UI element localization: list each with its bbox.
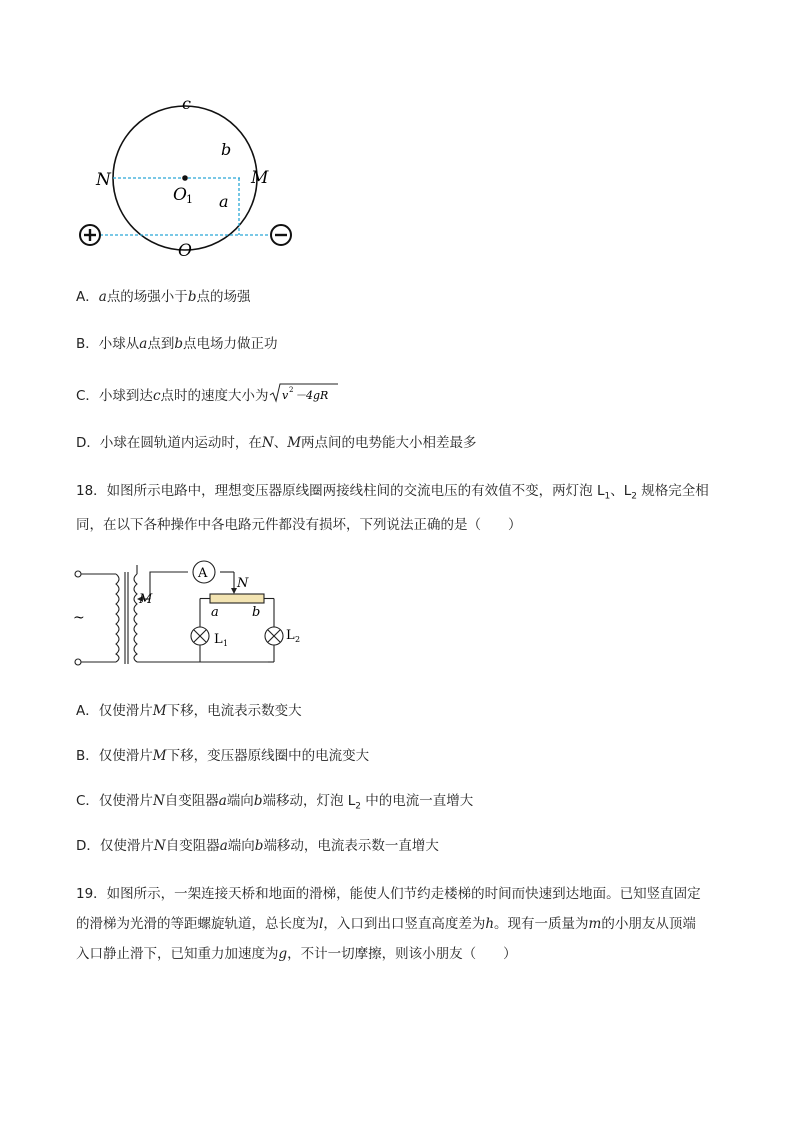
q17-option-c[interactable] bbox=[76, 382, 339, 410]
option-text: 、 bbox=[273, 435, 288, 451]
label-O: O bbox=[178, 241, 192, 261]
stem-text: 、L bbox=[610, 483, 632, 499]
stem-text: 的滑梯为光滑的等距螺旋轨道，总长度为 bbox=[76, 916, 319, 932]
q18-option-a[interactable] bbox=[76, 701, 302, 721]
var-b: b bbox=[187, 289, 197, 305]
option-text: 点时的速度大小为 bbox=[160, 388, 269, 404]
var-N: N bbox=[153, 838, 166, 854]
option-prefix: B． bbox=[76, 336, 99, 352]
var-b: b bbox=[254, 838, 264, 854]
option-text: 仅使滑片 bbox=[98, 703, 153, 719]
option-text: 点到 bbox=[147, 336, 175, 352]
terminal-top bbox=[75, 571, 81, 577]
option-text: 点的场强小于 bbox=[106, 289, 188, 305]
stem-text: 规格完全相 bbox=[637, 483, 709, 499]
label-L1: L bbox=[214, 632, 223, 647]
option-text: 仅使滑片 bbox=[98, 793, 153, 809]
center-dot bbox=[182, 175, 188, 181]
option-prefix: D． bbox=[76, 435, 100, 451]
terminal-bottom bbox=[75, 659, 81, 665]
label-N: N bbox=[96, 170, 111, 190]
option-text: 两点间的电势能大小相差最多 bbox=[301, 435, 477, 451]
sqrt-formula bbox=[269, 382, 339, 410]
label-M: M bbox=[251, 168, 269, 188]
label-L1-sub: 1 bbox=[223, 639, 229, 648]
option-text: 自变阻器 bbox=[165, 838, 220, 854]
label-O1: O bbox=[173, 185, 187, 205]
label-N: N bbox=[237, 576, 249, 591]
label-c: c bbox=[182, 95, 191, 113]
ammeter-label: A bbox=[198, 566, 208, 581]
label-a: a bbox=[211, 605, 219, 620]
option-prefix: C． bbox=[76, 388, 99, 404]
option-text: 小球到达 bbox=[98, 388, 153, 404]
q19-stem-line3 bbox=[76, 944, 517, 964]
label-L2-sub: 2 bbox=[295, 635, 301, 644]
option-text: 中的电流一直增大 bbox=[361, 793, 474, 809]
stem-text: 的小朋友从顶端 bbox=[601, 916, 696, 932]
option-prefix: A． bbox=[76, 703, 99, 719]
q19-stem-line1 bbox=[76, 884, 701, 904]
label-b: b bbox=[221, 140, 232, 159]
var-b: b bbox=[174, 336, 183, 352]
label-a: a bbox=[219, 192, 229, 211]
var-N: N bbox=[261, 435, 274, 451]
option-text: 自变阻器 bbox=[164, 793, 219, 809]
var-g: g bbox=[278, 946, 288, 962]
option-prefix: C． bbox=[76, 793, 99, 809]
primary-coil bbox=[116, 574, 119, 662]
label-M: M bbox=[139, 592, 153, 607]
var-a: a bbox=[219, 838, 228, 854]
option-text: 小球从 bbox=[98, 336, 140, 352]
q18-stem-line1 bbox=[76, 481, 709, 507]
figure-circle-track bbox=[70, 95, 310, 265]
var-N: N bbox=[152, 793, 165, 809]
positive-electrode bbox=[80, 225, 100, 245]
formula-v: v bbox=[281, 389, 288, 402]
formula-exponent: 2 bbox=[288, 386, 293, 394]
stem-text: 同，在以下各种操作中各电路元件都没有损坏，下列说法正确的是（ ） bbox=[76, 517, 522, 533]
option-text: 小球在圆轨道内运动时，在 bbox=[99, 435, 262, 451]
subscript: 2 bbox=[631, 491, 637, 502]
option-text: 点电场力做正功 bbox=[182, 336, 278, 352]
q18-option-c[interactable] bbox=[76, 791, 473, 817]
var-h: h bbox=[485, 916, 495, 932]
option-prefix: A． bbox=[76, 289, 99, 305]
figure-transformer-circuit bbox=[68, 555, 318, 675]
option-text: 端向 bbox=[226, 793, 254, 809]
var-a: a bbox=[139, 336, 148, 352]
var-c: c bbox=[152, 388, 161, 404]
var-b: b bbox=[253, 793, 263, 809]
var-M: M bbox=[287, 435, 302, 451]
q17-option-d[interactable] bbox=[76, 433, 477, 453]
q17-option-b[interactable] bbox=[76, 334, 277, 354]
formula-rest: －4gR bbox=[294, 389, 328, 402]
q18-stem-line2 bbox=[76, 515, 522, 535]
q19-stem-line2 bbox=[76, 914, 696, 934]
label-O1-subscript: 1 bbox=[186, 193, 193, 206]
option-prefix: D． bbox=[76, 838, 100, 854]
stem-text: 。现有一质量为 bbox=[494, 916, 589, 932]
stem-text: 入口静止滑下，已知重力加速度为 bbox=[76, 946, 279, 962]
option-text: 下移，电流表示数变大 bbox=[166, 703, 302, 719]
option-text: 端移动，灯泡 L bbox=[262, 793, 356, 809]
subscript: 2 bbox=[355, 801, 362, 812]
var-m: m bbox=[588, 916, 602, 932]
negative-electrode bbox=[271, 225, 291, 245]
subscript: 1 bbox=[604, 491, 611, 502]
q18-option-d[interactable] bbox=[76, 836, 439, 856]
secondary-coil bbox=[134, 574, 137, 662]
var-M: M bbox=[152, 703, 167, 719]
option-text: 点的场强 bbox=[196, 289, 251, 305]
option-text: 端移动，电流表示数一直增大 bbox=[263, 838, 439, 854]
label-tilde: ~ bbox=[73, 610, 85, 626]
option-text: 端向 bbox=[227, 838, 255, 854]
label-b: b bbox=[252, 605, 261, 620]
q18-option-b[interactable] bbox=[76, 746, 369, 766]
rheostat bbox=[210, 594, 264, 603]
stem-text: ，入口到出口竖直高度差为 bbox=[323, 916, 486, 932]
q17-option-a[interactable] bbox=[76, 287, 250, 307]
option-prefix: B． bbox=[76, 748, 99, 764]
option-text: 下移，变压器原线圈中的电流变大 bbox=[166, 748, 370, 764]
option-text: 仅使滑片 bbox=[98, 748, 153, 764]
stem-text: ，不计一切摩擦，则该小朋友（ ） bbox=[287, 946, 517, 962]
var-a: a bbox=[218, 793, 227, 809]
var-M: M bbox=[152, 748, 167, 764]
stem-text: 18．如图所示电路中，理想变压器原线圈两接线柱间的交流电压的有效值不变，两灯泡 L bbox=[76, 483, 605, 499]
stem-text: 19．如图所示，一架连接天桥和地面的滑梯，能使人们节约走楼梯的时间而快速到达地面。已知竖直固定 bbox=[76, 886, 701, 902]
var-l: l bbox=[319, 916, 324, 932]
label-L2: L bbox=[286, 628, 295, 643]
option-text: 仅使滑片 bbox=[99, 838, 154, 854]
var-a: a bbox=[98, 289, 107, 305]
